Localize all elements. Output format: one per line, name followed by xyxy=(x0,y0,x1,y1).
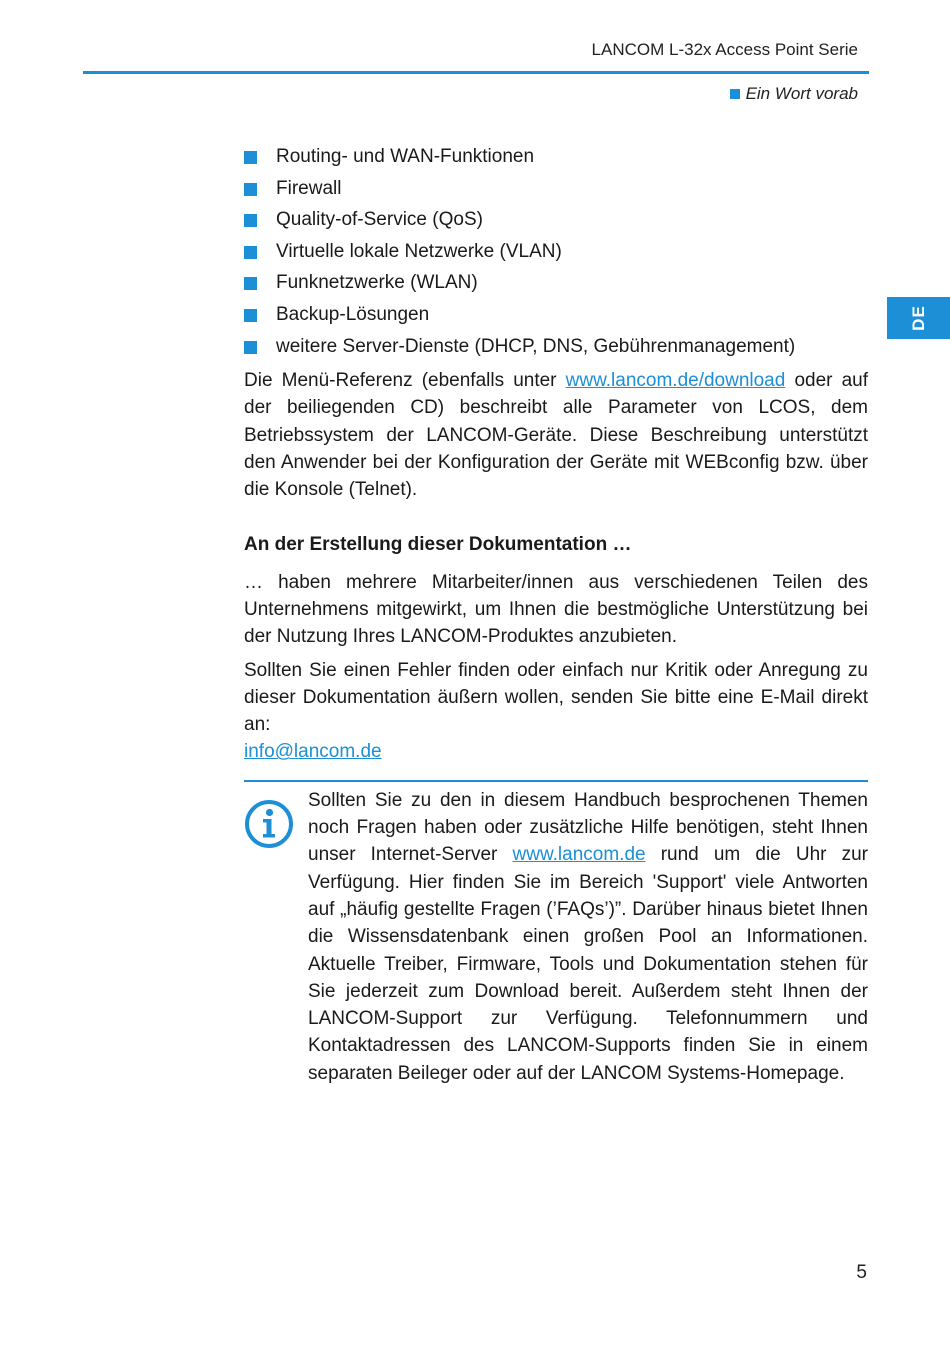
info-text-start: Sollten Sie zu den in diesem Handbuch besprochenen Themen noch Fragen haben oder zusätzliche Hilfe benötigen, steht Ihnen unser Internet-Server xyxy=(308,789,868,866)
square-bullet-icon xyxy=(244,341,257,354)
running-header-title: LANCOM L-32x Access Point Serie xyxy=(591,40,858,59)
square-bullet-icon xyxy=(244,183,257,196)
main-content xyxy=(244,141,868,1087)
list-item xyxy=(244,267,868,299)
info-note xyxy=(244,787,868,1087)
info-divider xyxy=(244,780,868,782)
square-bullet-icon xyxy=(244,309,257,322)
menu-reference-text-start: Die Menü-Referenz (ebenfalls unter xyxy=(244,370,566,392)
menu-reference-paragraph xyxy=(244,367,868,503)
list-item-text: Funknetzwerke (WLAN) xyxy=(276,272,478,294)
info-text-end: rund um die Uhr zur Verfügung. Hier finden Sie im Bereich 'Support' viele Antworten auf „häufig gestellte Fragen (’FAQs’)”. Darüber hinaus bietet Ihnen die Wissensdatenbank einen großen Pool an Informationen. Aktuelle Treiber, Firmware, Tools und Dokumentation stehen für Sie jederzeit zum Download bereit. Außerdem steht Ihnen der LANCOM-Support zur Verfügung. Telefonnummern und Kontaktadressen des LANCOM-Supports finden Sie in einem separaten Beileger oder auf der LANCOM Systems-Homepage. xyxy=(308,844,868,1084)
list-item xyxy=(244,173,868,205)
website-link[interactable]: www.lancom.de xyxy=(512,844,646,866)
feedback-paragraph xyxy=(244,657,868,766)
menu-reference-text-end: oder auf der beiliegenden CD) beschreibt alle Parameter von LCOS, dem Betriebssystem der LANCOM-Geräte. Diese Beschreibung unterstützt den Anwender bei der Konfiguration der Geräte mit WEBconfig bzw. über die Konsole (Telnet). xyxy=(244,370,869,501)
list-item xyxy=(244,204,868,236)
square-bullet-icon xyxy=(244,246,257,259)
list-item-text: weitere Server-Dienste (DHCP, DNS, Gebührenmanagement) xyxy=(276,335,796,357)
list-item-text: Routing- und WAN-Funktionen xyxy=(276,146,535,167)
list-item-text: Backup-Lösungen xyxy=(276,303,430,325)
list-item xyxy=(244,299,868,331)
feedback-text: Sollten Sie einen Fehler finden oder einfach nur Kritik oder Anregung zu dieser Dokumentation äußern wollen, senden Sie bitte eine E-Mail direkt an: xyxy=(244,659,868,736)
square-bullet-icon xyxy=(244,277,257,290)
list-item-text: Quality-of-Service (QoS) xyxy=(276,209,483,231)
section-heading: An der Erstellung dieser Dokumentation … xyxy=(244,533,632,555)
list-item-text: Virtuelle lokale Netzwerke (VLAN) xyxy=(276,240,562,262)
language-tab-label: DE xyxy=(908,305,928,331)
list-item xyxy=(244,236,868,268)
language-tab xyxy=(887,297,950,339)
running-section-label xyxy=(730,84,858,104)
list-item-text: Firewall xyxy=(276,177,342,199)
header-rule xyxy=(83,71,869,74)
square-bullet-icon xyxy=(244,151,257,164)
square-bullet-icon xyxy=(244,214,257,227)
section-square-icon xyxy=(730,89,740,99)
download-link[interactable]: www.lancom.de/download xyxy=(565,370,786,392)
email-link[interactable]: info@lancom.de xyxy=(244,741,382,763)
info-icon xyxy=(244,799,294,849)
info-note-text xyxy=(308,787,868,1087)
page-number: 5 xyxy=(856,1262,867,1283)
section-label-text: Ein Wort vorab xyxy=(745,84,858,103)
list-item xyxy=(244,141,868,173)
feature-list xyxy=(244,141,868,362)
documentation-paragraph: … haben mehrere Mitarbeiter/innen aus verschiedenen Teilen des Unternehmens mitgewirkt, um Ihnen die bestmögliche Unterstützung bei der Nutzung Ihres LANCOM-Produktes anzubieten. xyxy=(244,571,868,648)
list-item xyxy=(244,331,868,363)
